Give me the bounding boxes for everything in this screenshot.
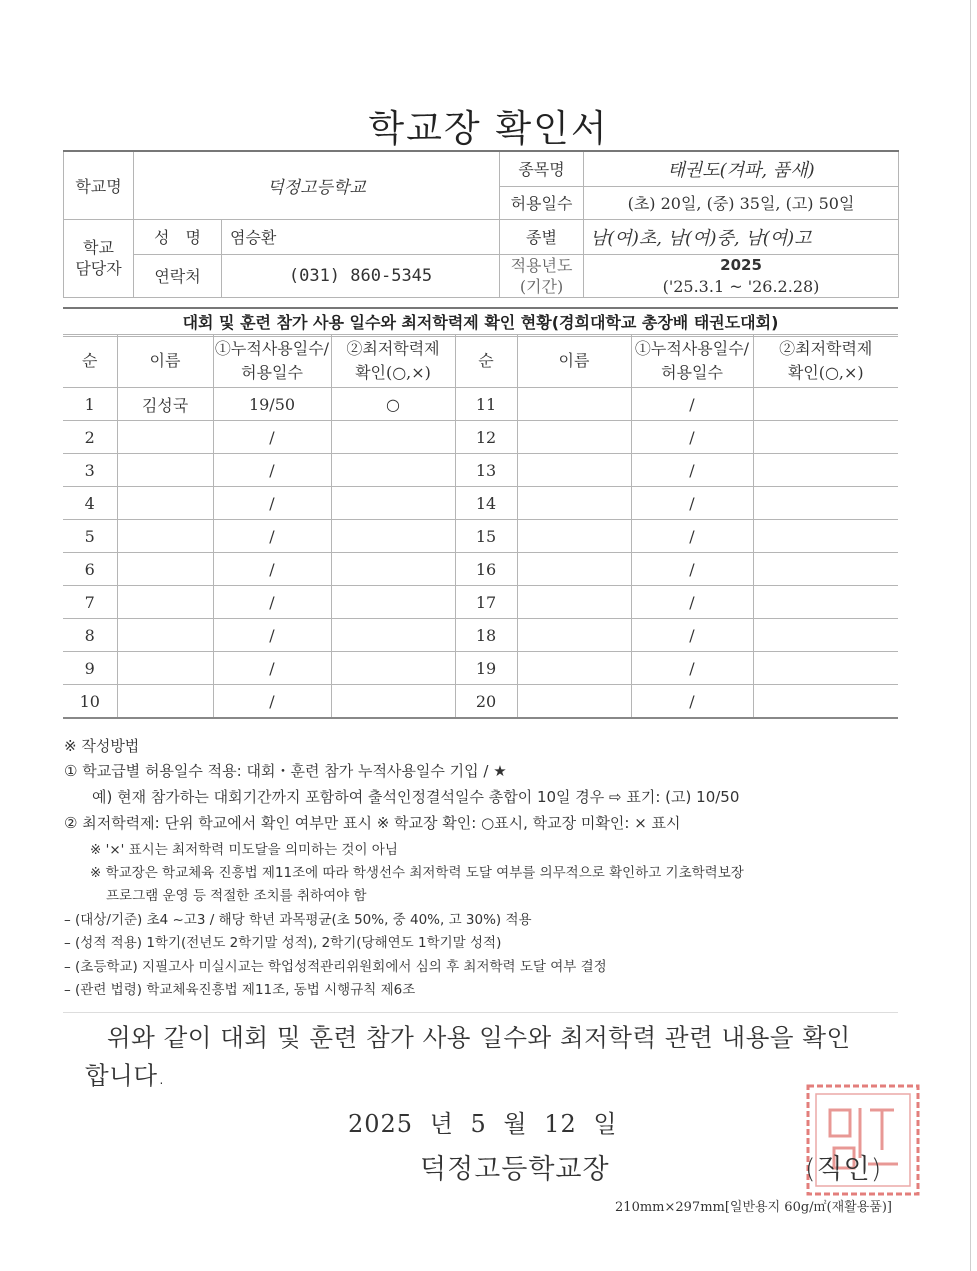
used-days: / xyxy=(213,553,331,586)
min-academic-check xyxy=(753,487,898,520)
student-name xyxy=(117,553,213,586)
table-row xyxy=(63,553,898,586)
allowed-days-value: (초) 20일, (중) 35일, (고) 50일 xyxy=(584,186,899,219)
used-days: / xyxy=(213,421,331,454)
school-info-table xyxy=(63,150,899,298)
header-min-line1: ②최저학력제 xyxy=(346,339,440,358)
row-number: 10 xyxy=(63,685,117,719)
student-name xyxy=(517,487,631,520)
student-name xyxy=(517,520,631,553)
row-number: 18 xyxy=(455,619,517,652)
confirmation-line2: 합니다. xyxy=(85,1061,166,1090)
header-min-2 xyxy=(753,335,898,388)
manager-label-line1: 학교 xyxy=(83,238,114,257)
used-days: 19/50 xyxy=(213,388,331,421)
min-academic-check xyxy=(753,421,898,454)
table-row xyxy=(63,487,898,520)
table-row xyxy=(63,685,898,719)
year-label-line2: (기간) xyxy=(519,276,564,296)
allowed-days-label: 허용일수 xyxy=(500,186,584,219)
header-min xyxy=(331,335,455,388)
student-name xyxy=(517,586,631,619)
note-2a: ※ '×' 표시는 최저학력 미도달을 의미하는 것이 아님 xyxy=(90,842,398,858)
note-grades: – (성적 적용) 1학기(전년도 2학기말 성적), 2학기(당해연도 1학기말 성적) xyxy=(64,935,502,951)
student-name xyxy=(117,586,213,619)
student-name xyxy=(117,619,213,652)
principal-name: 덕정고등학교장 xyxy=(420,1154,610,1185)
confirmation-line1: 위와 같이 대회 및 훈련 참가 사용 일수와 최저학력 관련 내용을 확인 xyxy=(107,1023,851,1052)
used-days: / xyxy=(631,421,753,454)
min-academic-check xyxy=(753,586,898,619)
paper-spec: 210mm×297mm[일반용지 60g/㎡(재활용품)] xyxy=(615,1200,892,1215)
header-days-line2: 허용일수 xyxy=(241,363,303,382)
note-2: ② 최저학력제: 단위 학교에서 확인 여부만 표시 ※ 학교장 확인: ○표시, 학교장 미확인: × 표시 xyxy=(64,814,681,832)
note-target: – (대상/기준) 초4 ~고3 / 해당 학년 과목평균(초 50%, 중 40%, 고 30%) 적용 xyxy=(64,912,532,928)
manager-label xyxy=(64,219,134,297)
issue-date: 2025 년 5 월 12 일 xyxy=(348,1110,618,1138)
category-value: 남(여)초, 남(여)중, 남(여)고 xyxy=(584,219,899,254)
min-academic-check xyxy=(753,454,898,487)
student-name xyxy=(517,388,631,421)
row-number: 13 xyxy=(455,454,517,487)
contact-value: (031) 860-5345 xyxy=(222,254,500,297)
student-name: 김성국 xyxy=(117,388,213,421)
period: ('25.3.1 ~ '26.2.28) xyxy=(662,276,820,296)
note-2b-cont: 프로그램 운영 등 적절한 조치를 취하여야 함 xyxy=(106,888,367,904)
header-min-2-line1: ②최저학력제 xyxy=(779,339,873,358)
min-academic-check xyxy=(331,685,455,719)
min-academic-check xyxy=(753,685,898,719)
used-days: / xyxy=(631,586,753,619)
used-days: / xyxy=(631,520,753,553)
student-name xyxy=(517,454,631,487)
participants-table xyxy=(63,334,898,719)
used-days: / xyxy=(213,652,331,685)
row-number: 1 xyxy=(63,388,117,421)
student-name xyxy=(117,685,213,719)
used-days: / xyxy=(213,520,331,553)
student-name xyxy=(517,619,631,652)
header-days xyxy=(213,335,331,388)
min-academic-check xyxy=(753,520,898,553)
table-row xyxy=(63,388,898,421)
page-edge xyxy=(970,0,971,1271)
year-label xyxy=(500,254,584,297)
used-days: / xyxy=(213,454,331,487)
header-days-2-line1: ①누적사용일수/ xyxy=(634,339,750,358)
min-academic-check xyxy=(331,421,455,454)
student-name xyxy=(517,553,631,586)
note-heading: ※ 작성방법 xyxy=(64,737,140,755)
note-1: ① 학교급별 허용일수 적용: 대회・훈련 참가 누적사용일수 기입 / ★ xyxy=(64,762,507,780)
person-name-label: 성 명 xyxy=(134,219,222,254)
header-no-2: 순 xyxy=(455,335,517,388)
min-academic-check xyxy=(753,388,898,421)
sport-label: 종목명 xyxy=(500,151,584,186)
used-days: / xyxy=(631,454,753,487)
row-number: 17 xyxy=(455,586,517,619)
row-number: 16 xyxy=(455,553,517,586)
used-days: / xyxy=(631,487,753,520)
row-number: 12 xyxy=(455,421,517,454)
table-header-row xyxy=(63,335,898,388)
contact-label: 연락처 xyxy=(134,254,222,297)
table-row xyxy=(63,520,898,553)
row-number: 15 xyxy=(455,520,517,553)
row-number: 14 xyxy=(455,487,517,520)
school-name-label: 학교명 xyxy=(64,151,134,219)
used-days: / xyxy=(631,388,753,421)
header-no: 순 xyxy=(63,335,117,388)
used-days: / xyxy=(213,685,331,719)
student-name xyxy=(517,421,631,454)
min-academic-check xyxy=(753,619,898,652)
year: 2025 xyxy=(720,255,762,274)
row-number: 11 xyxy=(455,388,517,421)
row-number: 6 xyxy=(63,553,117,586)
table-row xyxy=(63,586,898,619)
note-law: – (관련 법령) 학교체육진흥법 제11조, 동법 시행규칙 제6조 xyxy=(64,982,416,998)
student-name xyxy=(117,487,213,520)
used-days: / xyxy=(213,586,331,619)
row-number: 4 xyxy=(63,487,117,520)
seal-label: (직인) xyxy=(805,1154,883,1185)
student-name xyxy=(117,421,213,454)
min-academic-check xyxy=(331,652,455,685)
used-days: / xyxy=(631,652,753,685)
year-value xyxy=(584,254,899,297)
used-days: / xyxy=(631,619,753,652)
document-title: 학교장 확인서 xyxy=(368,107,609,150)
category-label: 종별 xyxy=(500,219,584,254)
header-days-line1: ①누적사용일수/ xyxy=(214,339,330,358)
school-name: 덕정고등학교 xyxy=(134,151,500,219)
header-min-2-line2: 확인(○,×) xyxy=(787,363,864,382)
student-name xyxy=(117,652,213,685)
used-days: / xyxy=(213,619,331,652)
sport-value: 태권도(겨파, 품새) xyxy=(584,151,899,186)
confirmation-text xyxy=(85,1019,885,1095)
table-row xyxy=(63,652,898,685)
min-academic-check xyxy=(331,586,455,619)
row-number: 7 xyxy=(63,586,117,619)
note-1-example: 예) 현재 참가하는 대회기간까지 포함하여 출석인정결석일수 총합이 10일 경우 ⇨ 표기: (고) 10/50 xyxy=(92,788,740,806)
used-days: / xyxy=(213,487,331,520)
note-2b: ※ 학교장은 학교체육 진흥법 제11조에 따라 학생선수 최저학력 도달 여부를 의무적으로 확인하고 기초학력보장 xyxy=(90,865,744,881)
row-number: 5 xyxy=(63,520,117,553)
min-academic-check xyxy=(753,553,898,586)
header-name: 이름 xyxy=(117,335,213,388)
row-number: 9 xyxy=(63,652,117,685)
table-row xyxy=(63,454,898,487)
min-academic-check xyxy=(331,619,455,652)
student-name xyxy=(517,685,631,719)
person-name: 염승환 xyxy=(222,219,500,254)
used-days: / xyxy=(631,553,753,586)
min-academic-check xyxy=(331,487,455,520)
row-number: 3 xyxy=(63,454,117,487)
table-row xyxy=(63,619,898,652)
status-title: 대회 및 훈련 참가 사용 일수와 최저학력제 확인 현황(경희대학교 총장배 태권도대회) xyxy=(63,307,898,337)
row-number: 20 xyxy=(455,685,517,719)
student-name xyxy=(117,520,213,553)
min-academic-check: ○ xyxy=(331,388,455,421)
row-number: 2 xyxy=(63,421,117,454)
student-name xyxy=(517,652,631,685)
header-name-2: 이름 xyxy=(517,335,631,388)
table-row xyxy=(63,421,898,454)
used-days: / xyxy=(631,685,753,719)
header-days-2 xyxy=(631,335,753,388)
min-academic-check xyxy=(331,520,455,553)
header-days-2-line2: 허용일수 xyxy=(661,363,723,382)
separator xyxy=(63,1012,898,1013)
min-academic-check xyxy=(331,454,455,487)
header-min-line2: 확인(○,×) xyxy=(355,363,431,382)
manager-label-line2: 담당자 xyxy=(75,259,122,278)
row-number: 8 xyxy=(63,619,117,652)
year-label-line1: 적용년도 xyxy=(510,255,573,275)
note-elementary: – (초등학교) 지필고사 미실시교는 학업성적관리위원회에서 심의 후 최저학력 도달 여부 결정 xyxy=(64,959,607,975)
min-academic-check xyxy=(331,553,455,586)
row-number: 19 xyxy=(455,652,517,685)
min-academic-check xyxy=(753,652,898,685)
student-name xyxy=(117,454,213,487)
